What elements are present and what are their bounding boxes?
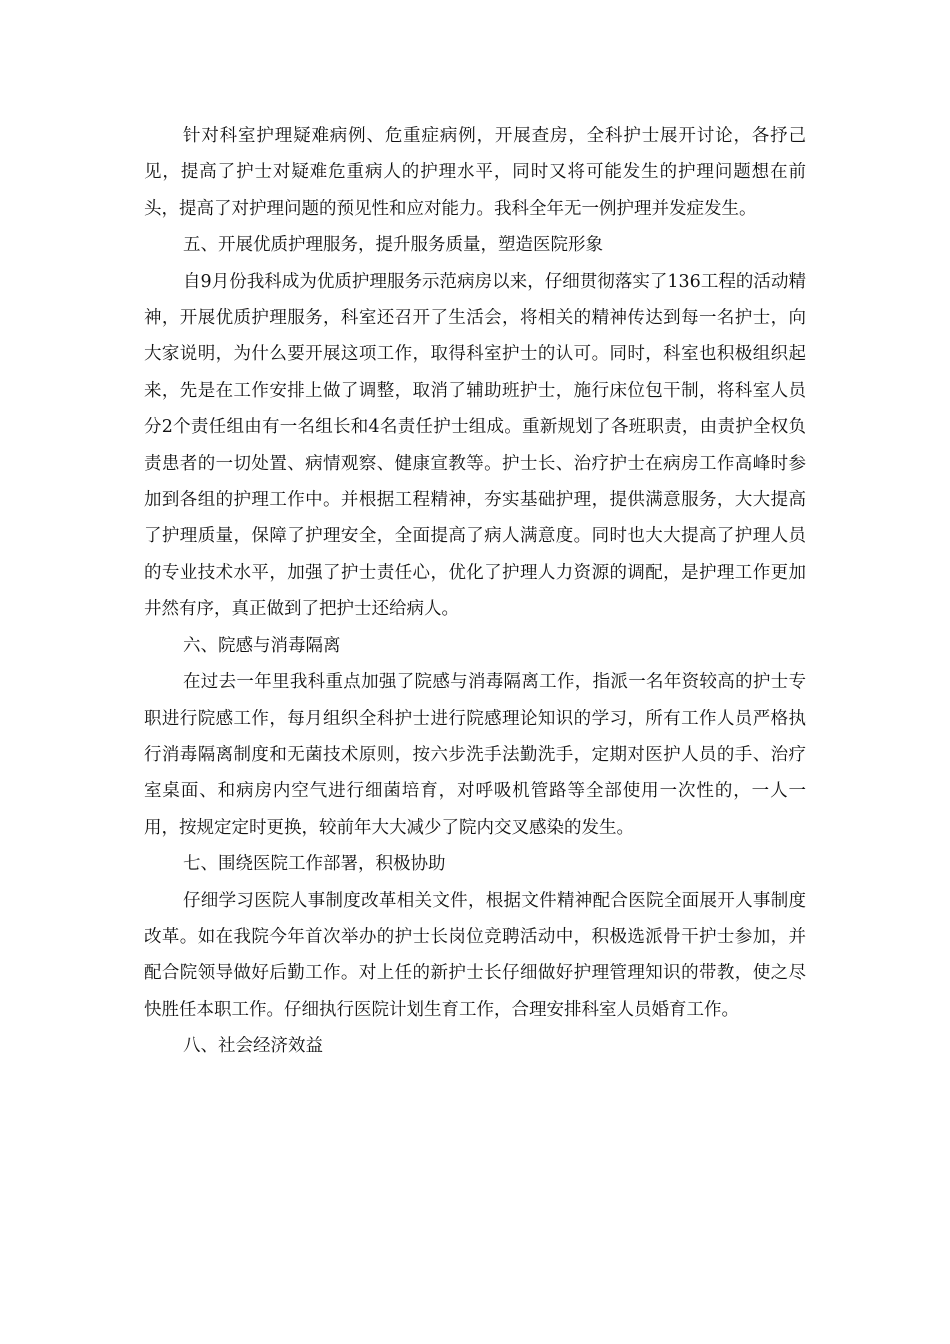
paragraph-infection-control: 在过去一年里我科重点加强了院感与消毒隔离工作，指派一名年资较高的护士专职进行院感工作，每月组织全科护士进行院感理论知识的学习，所有工作人员严格执行消毒隔离制度和无菌技术原则，按六步洗手法勤洗手，定期对医护人员的手、治疗室桌面、和病房内空气进行细菌培育，对呼吸机管路等全部使用一次性的，一人一用，按规定定时更换，较前年大大减少了院内交叉感染的发生。: [144, 672, 806, 838]
section-heading-6: 六、院感与消毒隔离: [183, 635, 341, 656]
document-body: [144, 118, 806, 1065]
section-heading-8: 八、社会经济效益: [183, 1036, 323, 1057]
paragraph-hospital-cooperation: 仔细学习医院人事制度改革相关文件，根据文件精神配合医院全面展开人事制度改革。如在我院今年首次举办的护士长岗位竞聘活动中，积极选派骨干护士参加，并配合院领导做好后勤工作。对上任的新护士长仔细做好护理管理知识的带教，使之尽快胜任本职工作。仔细执行医院计划生育工作，合理安排科室人员婚育工作。: [144, 890, 806, 1020]
section-heading-7: 七、围绕医院工作部署，积极协助: [183, 854, 446, 875]
paragraph-quality-nursing: 自9月份我科成为优质护理服务示范病房以来，仔细贯彻落实了136工程的活动精神，开展优质护理服务，科室还召开了生活会，将相关的精神传达到每一名护士，向大家说明，为什么要开展这项工作，取得科室护士的认可。同时，科室也积极组织起来，先是在工作安排上做了调整，取消了辅助班护士，施行床位包干制，将科室人员分2个责任组由有一名组长和4名责任护士组成。重新规划了各班职责，由责护全权负责患者的一切处置、病情观察、健康宣教等。护士长、治疗护士在病房工作高峰时参加到各组的护理工作中。并根据工程精神，夯实基础护理，提供满意服务，大大提高了护理质量，保障了护理安全，全面提高了病人满意度。同时也大大提高了护理人员的专业技术水平，加强了护士责任心，优化了护理人力资源的调配，是护理工作更加井然有序，真正做到了把护士还给病人。: [144, 271, 806, 620]
paragraph-case-rounds: 针对科室护理疑难病例、危重症病例，开展查房，全科护士展开讨论，各抒己见，提高了护士对疑难危重病人的护理水平，同时又将可能发生的护理问题想在前头，提高了对护理问题的预见性和应对能力。我科全年无一例护理并发症发生。: [144, 126, 806, 219]
section-heading-5: 五、开展优质护理服务，提升服务质量，塑造医院形象: [183, 235, 603, 256]
